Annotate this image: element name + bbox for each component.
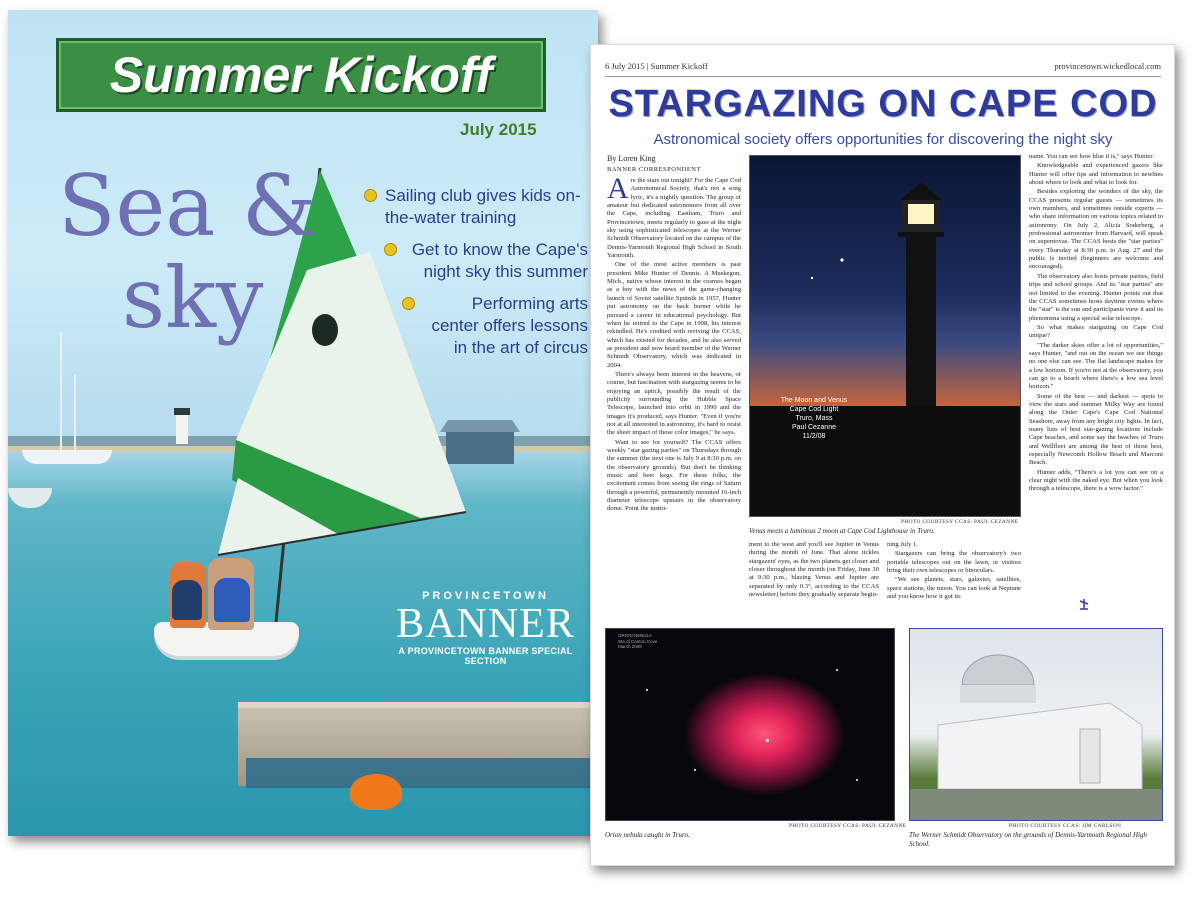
teaser-text: Performing arts center offers lessons in the art of circus — [431, 294, 588, 357]
paragraph: One of the most active members is past president Mike Hunter of Dennis. A Muskegon, Mich., native whose interest in the cosmos began as a boy with the news of the game-changing launch of Soviet satellite Sputnik in 1957, Hunter put astronomy on the back burner while he pursued a career in educational psychology. But when he retired to the Cape in 1998, his interest rekindled. He's credited with reviving the CCAS, which has existed for decades, and he also served as president and now board member of the Werner Schmidt Observatory, which was dedicated in 2004. — [607, 261, 741, 369]
article-column-2 — [749, 541, 879, 621]
star — [646, 689, 648, 691]
dock-reflection — [246, 758, 598, 788]
article-column-3 — [887, 541, 1021, 621]
nebula-label-line: ORION NEBULA — [618, 633, 653, 638]
star — [694, 769, 696, 771]
nebula-label-line: March 2008 — [618, 644, 642, 649]
observatory-photo — [909, 628, 1163, 821]
paragraph: "The darker skies offer a lot of opportunities," says Hunter, "and out on the ocean we see things no one else can see. The flat landscape makes for a low horizon. If you're not at the observatory, you can go to a beach where there's a low sea level horizon." — [1029, 341, 1163, 391]
paragraph: Some of the best — and darkest — spots to view the stars and summer Milky Way are found along the Outer Cape's Cape Cod National Seashore, away from any bright city lights. In fact, many lists of best star-gazing locations include Cape beaches, and some say the beaches of Truro and Wellfleet are among the best of those best, especially Newcomb Hollow Beach and Marconi Beach. — [1029, 392, 1163, 467]
overlay-line: 11/2/08 — [802, 433, 826, 440]
article-title: STARGAZING ON CAPE COD — [608, 83, 1158, 125]
magazine-cover — [8, 10, 598, 836]
orion-nebula-photo — [605, 628, 895, 821]
cover-date: July 2015 — [460, 120, 537, 139]
star — [766, 739, 769, 742]
banner-logo-tagline: A PROVINCETOWN BANNER SPECIAL SECTION — [398, 646, 573, 666]
paragraph: Knowledgeable and experienced gazers like Hunter will offer tips and information to newbies about where to look and what to look for. — [1029, 162, 1163, 187]
star — [836, 669, 838, 671]
overlay-line: Truro, Mass — [795, 415, 833, 422]
cover-headline-line1: Sea & — [58, 157, 317, 255]
nebula-label-line: Sta of Canton Cove — [618, 638, 658, 644]
paragraph: Besides exploring the wonders of the sky, the CCAS presents regular guests — sometimes its own members, and sometimes outside experts — who share information on various topics related to astronomy. On July 2, Alicia Soderberg, a professional astronomer from Harvard, will speak on supernovas. The CCAS hosts the "star parties" every Thursday at 8:30 p.m. to Aug. 27 and the public is invited (beginners are welcome and encouraged). — [1029, 188, 1163, 271]
bullet-icon — [403, 298, 414, 309]
article-column-1 — [607, 177, 741, 617]
teaser-text: Sailing club gives kids on-the-water training — [385, 186, 581, 227]
page-folio — [605, 61, 1161, 77]
teaser-item — [363, 239, 588, 283]
observatory-illustration — [910, 629, 1163, 821]
teaser-item — [363, 185, 588, 229]
article-page — [590, 44, 1175, 866]
nebula-photo-label — [618, 633, 657, 650]
overlay-line: Paul Cezanne — [792, 424, 836, 431]
life-vest-2 — [214, 578, 250, 622]
telescope-end-icon — [1079, 597, 1089, 611]
banner-logo — [383, 590, 588, 666]
paragraph: So what makes stargazing on Cape Cod unique? — [1029, 323, 1163, 340]
paragraph: ning July 1. — [887, 541, 918, 548]
photo-credit: PHOTO COURTESY CCAS: PAUL CEZANNE — [789, 823, 907, 829]
teaser-item — [363, 293, 588, 359]
banner-logo-town: PROVINCETOWN — [422, 590, 549, 602]
lighthouse-illustration — [750, 156, 1021, 517]
folio-left: 6 July 2015 | Summer Kickoff — [605, 61, 708, 71]
life-vest-1 — [172, 580, 202, 620]
star — [856, 779, 858, 781]
paragraph: Want to see for yourself? The CCAS offers weekly "star gazing parties" on Thursdays through the summer (the next one is July 9 at 8:30 p.m. on the observatory grounds). But don't be thinking music and beer kegs. For these folks, the excitement comes from seeing the rings of Saturn through a powerful, permanently mounted 16-inch diameter telescope upstairs in the observatory dome. Point the instru- — [607, 438, 741, 513]
cover-headline-line2: sky — [122, 249, 264, 347]
cover-headline — [58, 157, 318, 347]
article-subtitle: Astronomical society offers opportunities for discovering the night sky — [653, 131, 1113, 148]
photo-credit: PHOTO COURTESY CCAS: PAUL CEZANNE — [901, 519, 1019, 525]
teaser-text: Get to know the Cape's night sky this summer — [411, 240, 588, 281]
paragraph: The observatory also hosts private parties, field trips and school groups. And its "star parties" are not limited to the evening. Hunter points out that the CCAS sometimes hosts daytime events where the "star" is the sun and participants view it and its phenomena using a special solar telescope. — [1029, 272, 1163, 322]
paragraph: "We see planets, stars, galaxies, satellites, space stations, the moon. You can look at Neptune and you know how it got its — [887, 576, 1021, 601]
photo-overlay-text — [764, 396, 864, 441]
photo-caption: Orion nebula caught in Truro. — [605, 831, 690, 839]
banner-logo-name: BANNER — [396, 601, 575, 647]
byline-author: By Loren King — [607, 154, 656, 163]
photo-caption: Venus meets a luminous 2 moon at Cape Cod Lighthouse in Truro. — [749, 527, 935, 535]
paragraph: Stargazers can bring the observatory's two portable telescopes out on the lawn, or visitors bring their own telescopes or binoculars. — [887, 550, 1021, 575]
photo-credit: PHOTO COURTESY CCAS: JIM CARLSON — [1009, 823, 1122, 829]
lighthouse-photo — [749, 155, 1021, 517]
paragraph: re the stars out tonight? For the Cape Cod Astronomical Society, that's not a song lyric, it's a nightly question. The group of amateur but dedicated astronomers from all over the Cape, including Eastham, Truro and Provincetown, meets regularly to gaze at the night sky using sophisticated telescopes at the Werner Schmidt Observatory located on the campus of the Dennis-Yarmouth Regional High School in South Yarmouth. — [607, 177, 741, 260]
orange-buoy — [350, 774, 402, 810]
article-column-4 — [1029, 153, 1163, 597]
paragraph: name. You can see how blue it is," says Hunter. — [1029, 153, 1154, 160]
overlay-line: The Moon and Venus — [780, 397, 848, 404]
byline — [607, 153, 732, 175]
paragraph: ment to the west and you'll see Jupiter in Venus during the month of June. That alone tickles stargazers' eyes, as the two planets get closer and closer throughout the month (on Friday, June 30 at 9:30 p.m., blazing Venus and Jupiter are separated by only 0.3°, according to the CCAS newsletter) before they gradually separate begin- — [749, 541, 879, 599]
bullet-icon — [385, 244, 396, 255]
byline-role: BANNER CORRESPONDENT — [607, 166, 701, 173]
overlay-line: Cape Cod Light — [789, 406, 839, 413]
paragraph: There's always been interest in the heavens, of course, but fascination with stargazing seems to be enjoying an uptick, possibly the result of the publicity surrounding the Hubble Space Telescope, launched into orbit in 1990 and the images it's produced, says Hunter. "Even if you're not at all interested in astronomy, it's hard to resist the sheer impact of those color images," he says. — [607, 370, 741, 437]
bullet-icon — [365, 190, 376, 201]
cover-title-box — [56, 38, 546, 112]
cover-title: Summer Kickoff — [109, 47, 493, 103]
folio-right: provincetown.wickedlocal.com — [1054, 61, 1161, 71]
photo-caption: The Werner Schmidt Observatory on the grounds of Dennis-Yarmouth Regional High School. — [909, 831, 1147, 848]
cover-teasers — [363, 185, 588, 369]
drop-cap: A — [607, 177, 629, 205]
paragraph: Hunter adds, "There's a lot you can see on a clear night with the naked eye. But when you look through a telescope, there is a wow factor." — [1029, 468, 1163, 493]
